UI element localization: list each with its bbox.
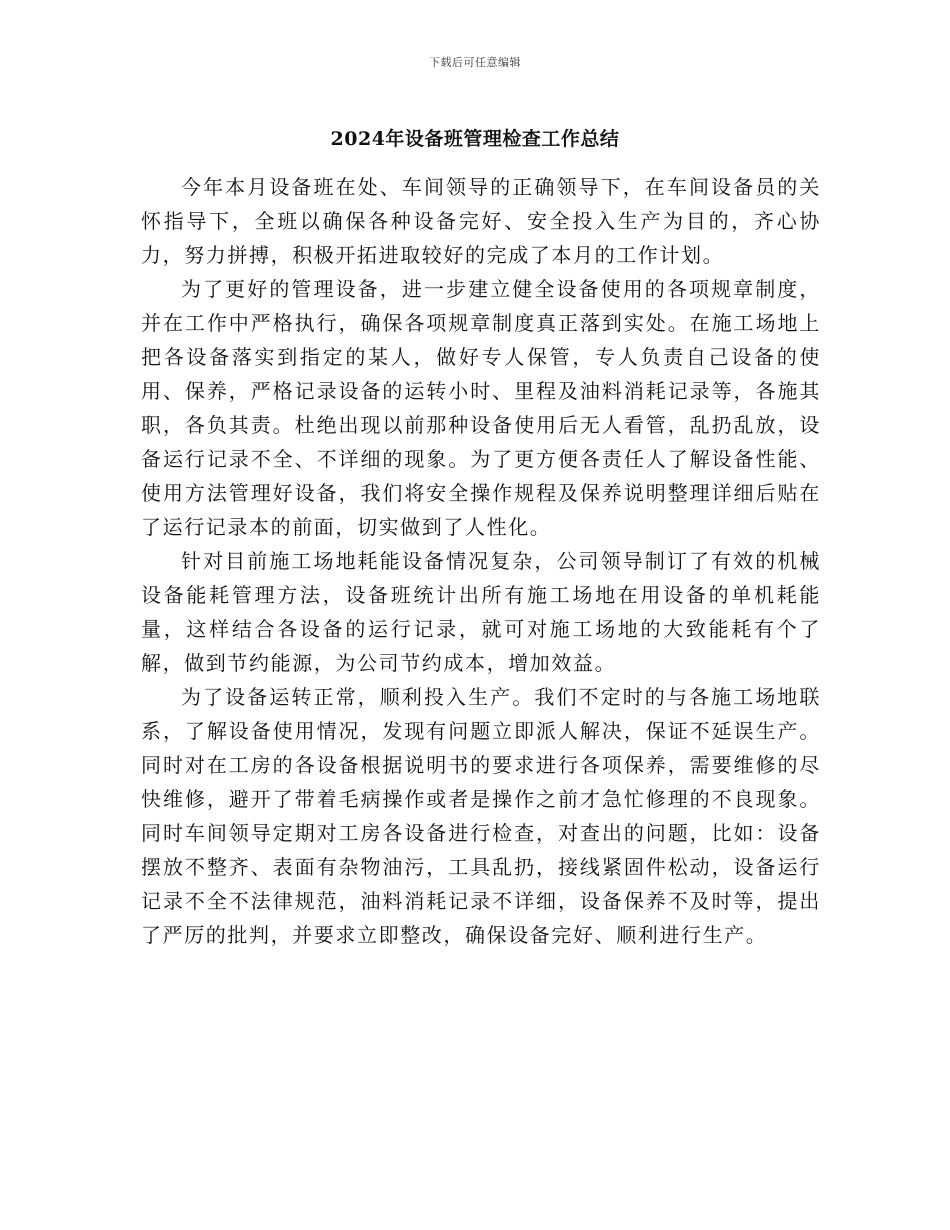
paragraph-energy-consumption: 针对目前施工场地耗能设备情况复杂，公司领导制订了有效的机械设备能耗管理方法，设备班统计出所有施工场地在用设备的单机耗能量，这样结合各设备的运行记录，就可对施工场地的大致能耗有个了解，做到节约能源，为公司节约成本，增加效益。 [141,549,821,675]
document-body [141,170,821,952]
paragraph-intro: 今年本月设备班在处、车间领导的正确领导下，在车间设备员的关怀指导下，全班以确保各种设备完好、安全投入生产为目的，齐心协力，努力拼搏，积极开拓进取较好的完成了本月的工作计划。 [141,175,821,267]
document-title: 2024年设备班管理检查工作总结 [330,128,620,150]
header-note: 下载后可任意编辑 [429,56,521,69]
paragraph-maintenance-inspection: 为了设备运转正常，顺利投入生产。我们不定时的与各施工场地联系，了解设备使用情况，发现有问题立即派人解决，保证不延误生产。同时对在工房的各设备根据说明书的要求进行各项保养，需要维修的尽快维修，避开了带着毛病操作或者是操作之前才急忙修理的不良现象。同时车间领导定期对工房各设备进行检查，对查出的问题，比如：设备摆放不整齐、表面有杂物油污，工具乱扔，接线紧固件松动，设备运行记录不全不法律规范，油料消耗记录不详细，设备保养不及时等，提出了严厉的批判，并要求立即整改，确保设备完好、顺利进行生产。 [141,685,821,947]
paragraph-management-rules: 为了更好的管理设备，进一步建立健全设备使用的各项规章制度，并在工作中严格执行，确保各项规章制度真正落到实处。在施工场地上把各设备落实到指定的某人，做好专人保管，专人负责自己设备的使用、保养，严格记录设备的运转小时、里程及油料消耗记录等，各施其职，各负其责。杜绝出现以前那种设备使用后无人看管，乱扔乱放，设备运行记录不全、不详细的现象。为了更方便各责任人了解设备性能、使用方法管理好设备，我们将安全操作规程及保养说明整理详细后贴在了运行记录本的前面，切实做到了人性化。 [141,277,821,539]
